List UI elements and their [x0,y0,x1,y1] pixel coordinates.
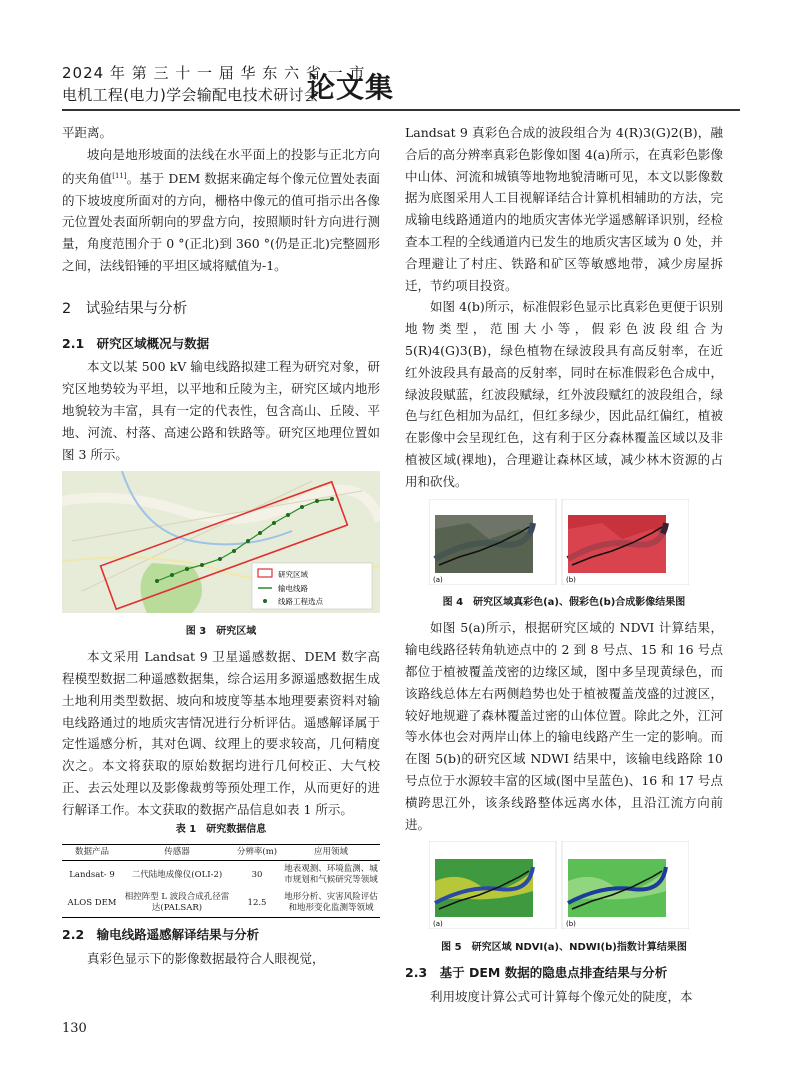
header-proceedings-title: 论文集 [307,71,395,104]
table-1 [62,844,380,918]
paragraph-aspect [62,144,380,277]
table-1-caption: 表 1 研究数据信息 [175,824,267,836]
paragraph-text: 。基于 DEM 数据来确定每个像元位置处表面的下坡坡度所面对的方向，栅格中像元的值可指示出各像元位置处表面所朝向的罗盘方向，按照顺时针方向进行测量，角度范围介于 0 °(正北)到 360 °(仍是正北)完整圆形之间，法线铅锤的平坦区域将赋值为-1。 [62,170,380,273]
table-header: 分辨率(m) [232,845,282,861]
table-header: 传感器 [122,845,232,861]
table-cell: 12.5 [232,889,282,918]
table-cell: 相控阵型 L 波段合成孔径雷达(PALSAR) [122,889,232,918]
section-heading: 2 试验结果与分析 [62,300,188,317]
table-row [62,889,380,918]
paragraph: 平距离。 [62,125,113,140]
paragraph: 本文以某 500 kV 输电线路拟建工程为研究对象，研究区地势较为平坦，以平地和丘陵为主，研究区域内地形地貌较为丰富，具有一定的代表性，包含高山、丘陵、平地、河流、村落、高速公路和铁路等。研究区地理位置如图 3 所示。 [62,359,380,462]
paragraph: 真彩色显示下的影像数据最符合人眼视觉， [87,951,325,967]
panel-label-a: (a) [433,575,443,584]
figure-3-caption: 图 3 研究区域 [185,626,257,638]
true-false-color-images [429,499,689,585]
table-cell: 30 [251,869,263,880]
figure-5 [405,841,723,936]
ndvi-ndwi-images [429,841,689,929]
panel-label-b: (b) [566,575,576,584]
paragraph: 如图 4(b)所示，标准假彩色显示比真彩色更便于识别地物类型，范围大小等，假彩色波段组合为 5(R)4(G)3(B)，绿色植物在绿波段具有高反射率，在近红外波段具有最高的反射率，同时在标准假彩色合成中，绿波段赋蓝，红波段赋绿，红外波段赋红的波段组合，绿色与红色相加为品红，但红多绿少，因此品红偏红，植被在影像中会呈现红色，这有利于区分森林覆盖区域以及非植被区域(裸地)，合理避让森林区域，减少林木资源的占用和砍伐。 [405,299,723,489]
page-number: 130 [62,1021,87,1036]
panel-label-a: (a) [433,920,443,929]
study-area-map [62,471,380,613]
table-row [62,861,380,890]
paragraph-text: 坡向是地形坡面的法线在水平面上的投影与正北方向的夹角值 [62,146,380,186]
legend-line: 输电线路 [278,584,308,594]
subsection-heading: 2.2 输电线路遥感解译结果与分析 [62,927,260,943]
legend-study-area: 研究区域 [278,570,308,580]
paragraph: 如图 5(a)所示，根据研究区域的 NDVI 计算结果，输电线路径转角轨迹点中的 2 到 8 号点、15 和 16 号点都位于植被覆盖茂密的边缘区域，图中多呈现黄绿色，而该路线总体左右两侧趋势也处于植被覆盖茂盛的过渡区，较好地规避了森林覆盖过密的山体位置。除此之外，江河等水体也会对两岸山体上的输电线路产生一定的影响。而在图 5(b)的研究区域 NDWI 结果中，该输电线路除 10 号点位于水源较丰富的区域(图中呈蓝色)、16 和 17 号点横跨思江外，该条线路整体远离水体，且沿江流方向前进。 [405,620,723,832]
figure-4-caption: 图 4 研究区域真彩色(a)、假彩色(b)合成影像结果图 [442,597,686,609]
figure-4 [405,499,723,592]
figure-5-caption: 图 5 研究区域 NDVI(a)、NDWI(b)指数计算结果图 [441,942,687,954]
paragraph: Landsat 9 真彩色合成的波段组合为 4(R)3(G)2(B)，融合后的高分辨率真彩色影像如图 4(a)所示，在真彩色影像中山体、河流和城镇等地物地貌清晰可见，本文以影像数据为底图采用人工目视解译结合计算机相辅助的方法，完成输电线路通道内的地质灾害体光学遥感解译识别，经检查本工程的全线通道内已发生的地质灾害区域为 0 处，并合理避让了村庄、铁路和矿区等敏感地带，减少房屋拆迁，节约项目投资。 [405,125,723,293]
figure-3 [62,471,380,620]
header-line-1: 2024 年 第 三 十 一 届 华 东 六 省 一 市 [62,64,366,82]
panel-label-b: (b) [566,920,576,929]
header-rule [62,109,740,111]
subsection-heading: 2.1 研究区域概况与数据 [62,335,210,351]
table-cell: 地形分析、灾害风险评估和地形变化监测等领域 [282,889,380,918]
table-cell: Landsat- 9 [69,869,115,880]
table-header: 数据产品 [62,845,122,861]
left-column [62,122,380,970]
subsection-heading: 2.3 基于 DEM 数据的隐患点排查结果与分析 [405,965,668,981]
right-column [405,122,723,1008]
citation: [11] [112,171,127,180]
table-header: 应用领域 [282,845,380,861]
running-header [62,62,740,112]
header-line-2: 电机工程(电力)学会输配电技术研讨会 [62,86,320,104]
paragraph: 本文采用 Landsat 9 卫星遥感数据、DEM 数字高程模型数据二种遥感数据集，综合运用多源遥感数据生成土地利用类型数据、坡向和坡度等基本地理要素资料对输电线路通过的地质灾害情况进行分析评估。遥感解译属于定性遥感分析，其对色调、纹理上的要求较高，几何精度次之。本文将获取的原始数据均进行几何校正、大气校正、去云处理以及影像裁剪等预处理工作，从而更好的进行解译工作。本文获取的数据产品信息如表 1 所示。 [62,649,380,817]
table-cell: 二代陆地成像仪(OLI-2) [131,869,223,880]
paragraph: 利用坡度计算公式可计算每个像元处的陡度，本 [430,988,693,1004]
table-cell: ALOS DEM [62,889,122,918]
table-cell: 地表观测、环境监测、城市规划和气候研究等领域 [284,864,378,886]
legend-points: 线路工程选点 [278,597,323,607]
